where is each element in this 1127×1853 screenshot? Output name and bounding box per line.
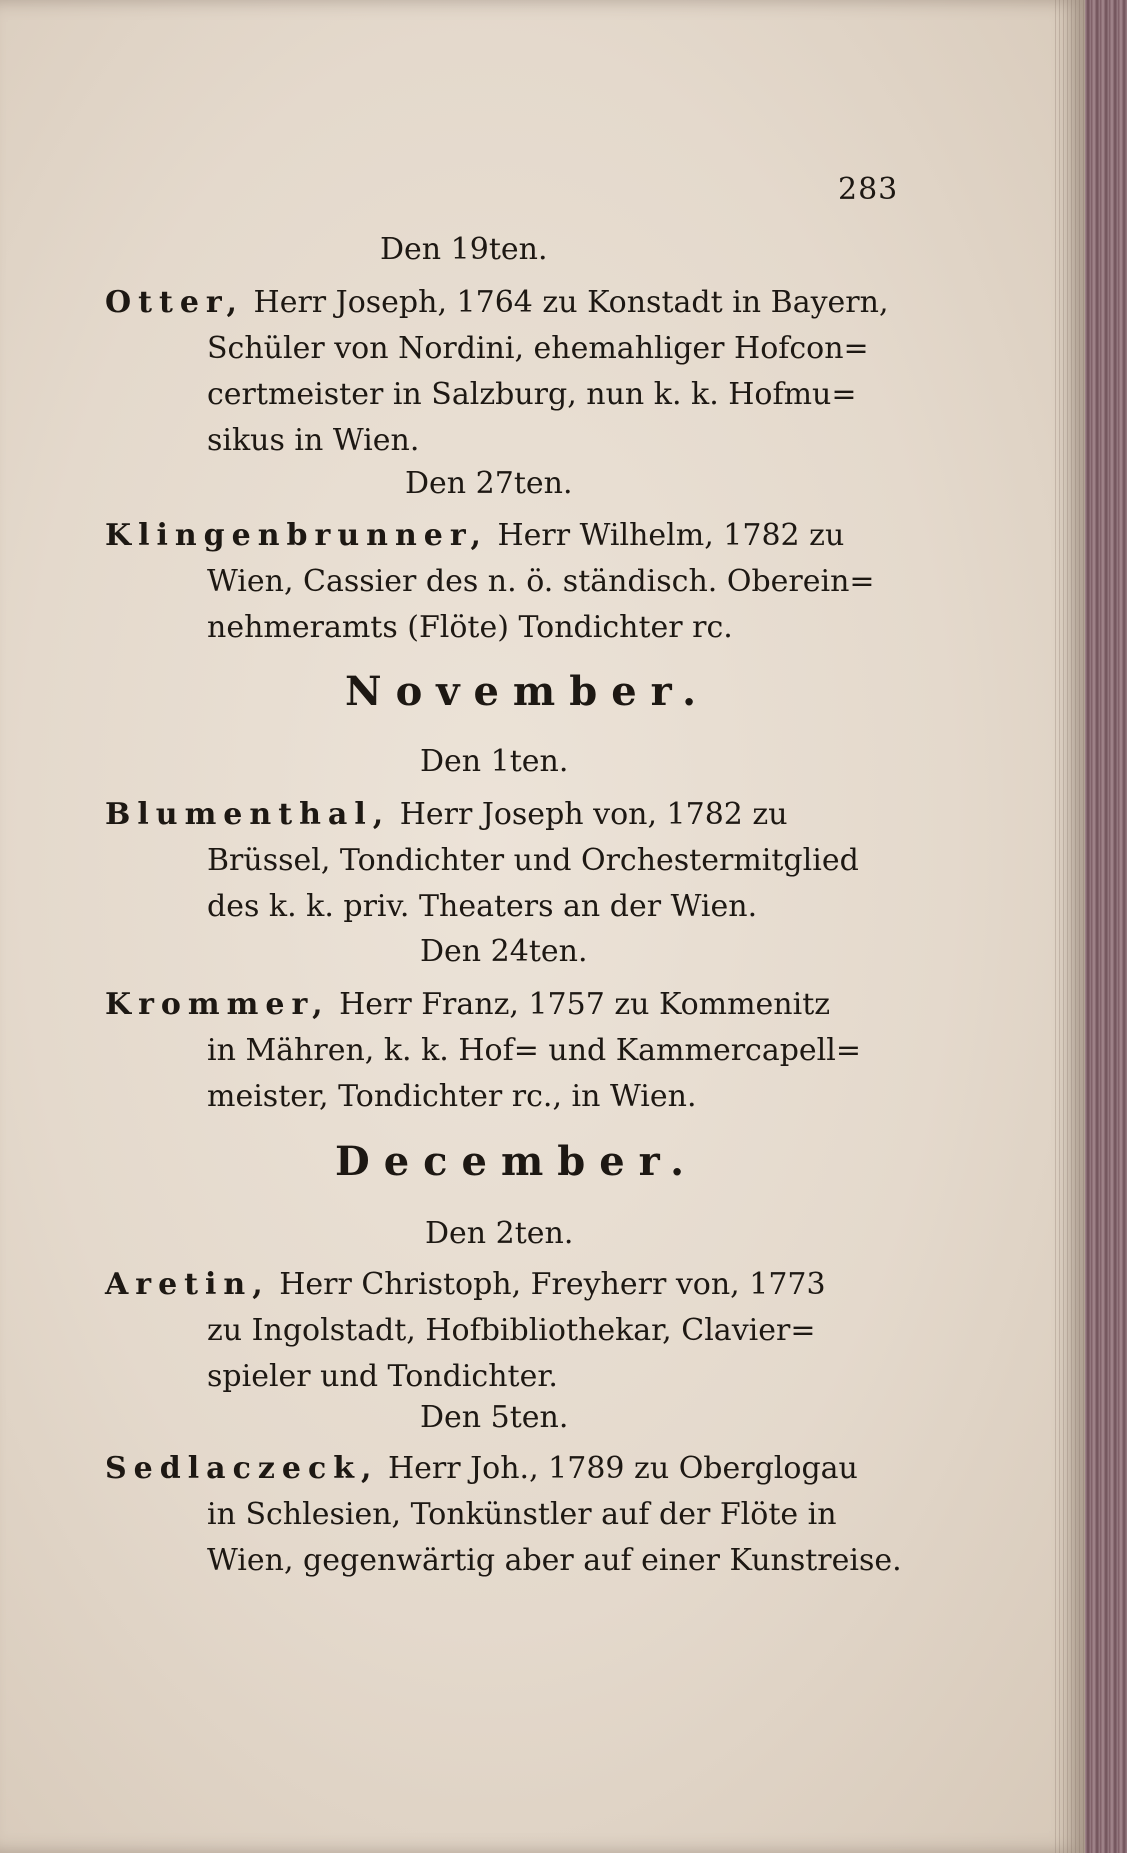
day-heading: Den 1ten.	[420, 744, 569, 779]
entry-line: des k. k. priv. Theaters an der Wien.	[207, 889, 758, 924]
entry-line: Herr Wilhelm, 1782 zu	[487, 518, 845, 553]
month-heading-december: December.	[335, 1138, 699, 1185]
entry-line: Herr Joseph von, 1782 zu	[390, 797, 788, 832]
entry-blumenthal	[105, 792, 905, 930]
entry-line: Herr Christoph, Freyherr von, 1773	[269, 1267, 826, 1302]
entry-line: Herr Joh., 1789 zu Oberglogau	[378, 1451, 858, 1486]
entry-line: in Schlesien, Tonkünstler auf der Flöte in	[207, 1497, 837, 1532]
day-heading: Den 27ten.	[405, 466, 573, 501]
entry-name: Sedlaczeck,	[105, 1451, 379, 1486]
day-heading: Den 2ten.	[425, 1216, 574, 1251]
entry-line: spieler und Tondichter.	[207, 1359, 558, 1394]
entry-line: in Mähren, k. k. Hof= und Kammercapell=	[207, 1033, 862, 1068]
entry-line: Wien, gegenwärtig aber auf einer Kunstreise.	[207, 1543, 902, 1578]
entry-name: Aretin,	[105, 1267, 270, 1302]
entry-sedlaczeck	[105, 1446, 915, 1584]
page-edge	[1055, 0, 1085, 1853]
entry-line: Brüssel, Tondichter und Orchestermitglied	[207, 843, 859, 878]
entry-line: certmeister in Salzburg, nun k. k. Hofmu=	[207, 377, 857, 412]
entry-line: Schüler von Nordini, ehemahliger Hofcon=	[207, 331, 869, 366]
day-heading: Den 24ten.	[420, 934, 588, 969]
month-heading-november: November.	[345, 668, 711, 715]
entry-line: meister, Tondichter rc., in Wien.	[207, 1079, 697, 1114]
entry-line: nehmeramts (Flöte) Tondichter rc.	[207, 610, 733, 645]
entry-otter	[105, 280, 905, 464]
entry-name: Blumenthal,	[105, 797, 391, 832]
entry-klingenbrunner	[105, 513, 905, 651]
entry-name: Krommer,	[105, 987, 330, 1022]
entry-line: Herr Joseph, 1764 zu Konstadt in Bayern,	[244, 285, 889, 320]
page-number: 283	[838, 172, 899, 207]
day-heading: Den 19ten.	[380, 232, 548, 267]
book-cover-edge	[1082, 0, 1127, 1853]
entry-line: zu Ingolstadt, Hofbibliothekar, Clavier=	[207, 1313, 816, 1348]
entry-name: Klingenbrunner,	[105, 518, 488, 553]
day-heading: Den 5ten.	[420, 1400, 569, 1435]
entry-name: Otter,	[105, 285, 245, 320]
entry-line: Wien, Cassier des n. ö. ständisch. Oberein=	[207, 564, 875, 599]
entry-line: Herr Franz, 1757 zu Kommenitz	[329, 987, 831, 1022]
entry-krommer	[105, 982, 905, 1120]
entry-aretin	[105, 1262, 905, 1400]
entry-line: sikus in Wien.	[207, 423, 420, 458]
